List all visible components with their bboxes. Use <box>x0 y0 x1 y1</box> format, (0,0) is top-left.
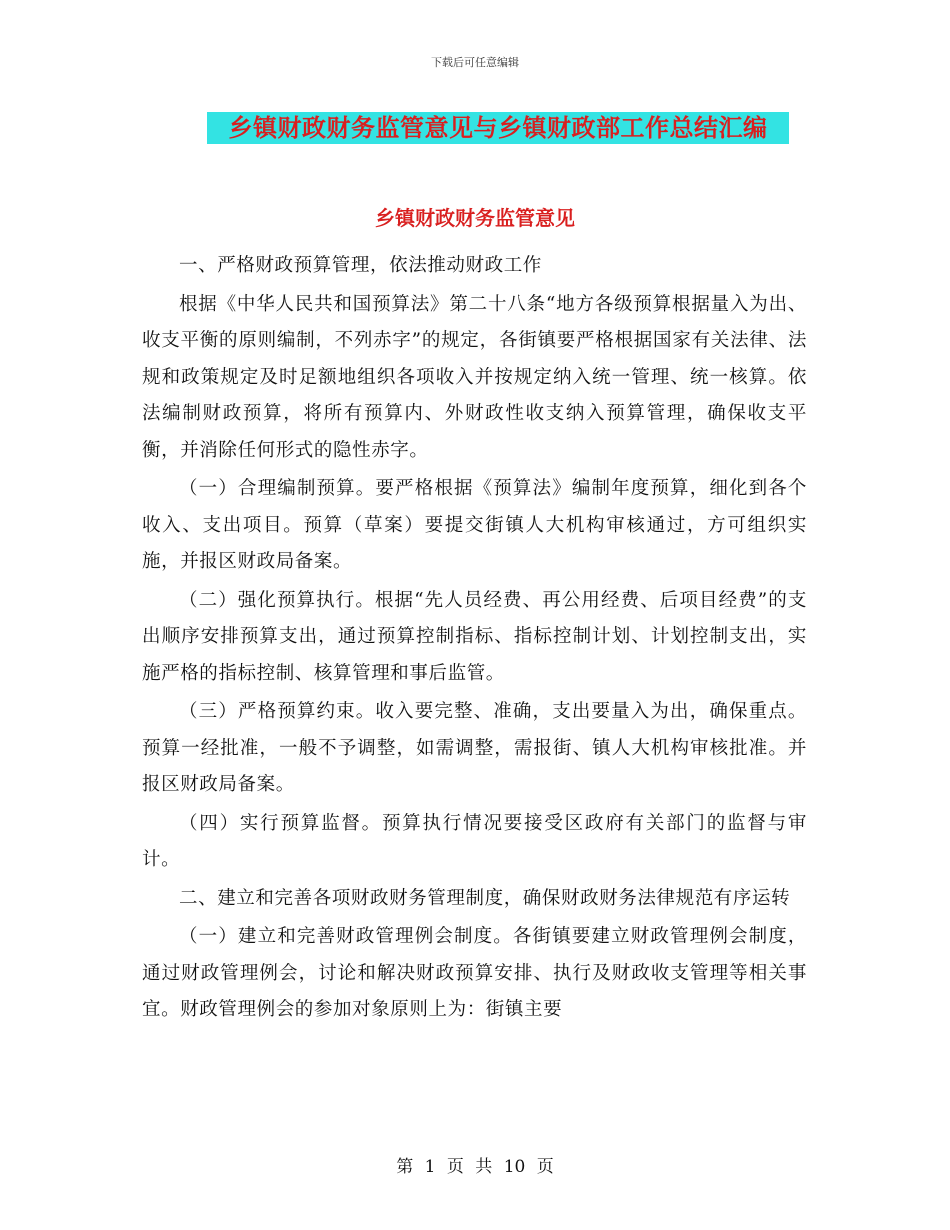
paragraph: （三）严格预算约束。收入要完整、准确，支出要量入为出，确保重点。预算一经批准，一般不予调整，如需调整，需报街、镇人大机构审核批准。并报区财政局备案。 <box>142 701 807 795</box>
paragraph: （四）实行预算监督。预算执行情况要接受区政府有关部门的监督与审计。 <box>142 812 807 870</box>
paragraph: （一）合理编制预算。要严格根据《预算法》编制年度预算，细化到各个收入、支出项目。预算（草案）要提交街镇人大机构审核通过，方可组织实施，并报区财政局备案。 <box>142 478 807 572</box>
paragraph: （一）建立和完善财政管理例会制度。各街镇要建立财政管理例会制度，通过财政管理例会，讨论和解决财政预算安排、执行及财政收支管理等相关事宜。财政管理例会的参加对象原则上为：街镇主要 <box>142 926 807 1020</box>
paragraph: 根据《中华人民共和国预算法》第二十八条“地方各级预算根据量入为出、收支平衡的原则编制，不列赤字”的规定，各街镇要严格根据国家有关法律、法规和政策规定及时足额地组织各项收入并按规定纳入统一管理、统一核算。依法编制财政预算，将所有预算内、外财政性收支纳入预算管理，确保收支平衡，并消除任何形式的隐性赤字。 <box>142 293 807 461</box>
document-body <box>142 248 807 1029</box>
page-footer: 第 1 页 共 10 页 <box>396 1157 554 1177</box>
paragraph-heading-1: 一、严格财政预算管理，依法推动财政工作 <box>179 255 542 276</box>
paragraph: （二）强化预算执行。根据“先人员经费、再公用经费、后项目经费”的支出顺序安排预算支出，通过预算控制指标、指标控制计划、计划控制支出，实施严格的指标控制、核算管理和事后监管。 <box>142 589 807 684</box>
document-title: 乡镇财政财务监管意见与乡镇财政部工作总结汇编 <box>207 112 789 144</box>
paragraph-heading-2: 二、建立和完善各项财政财务管理制度，确保财政财务法律规范有序运转 <box>179 887 791 909</box>
section-title: 乡镇财政财务监管意见 <box>375 206 575 230</box>
header-note: 下载后可任意编辑 <box>431 56 519 69</box>
